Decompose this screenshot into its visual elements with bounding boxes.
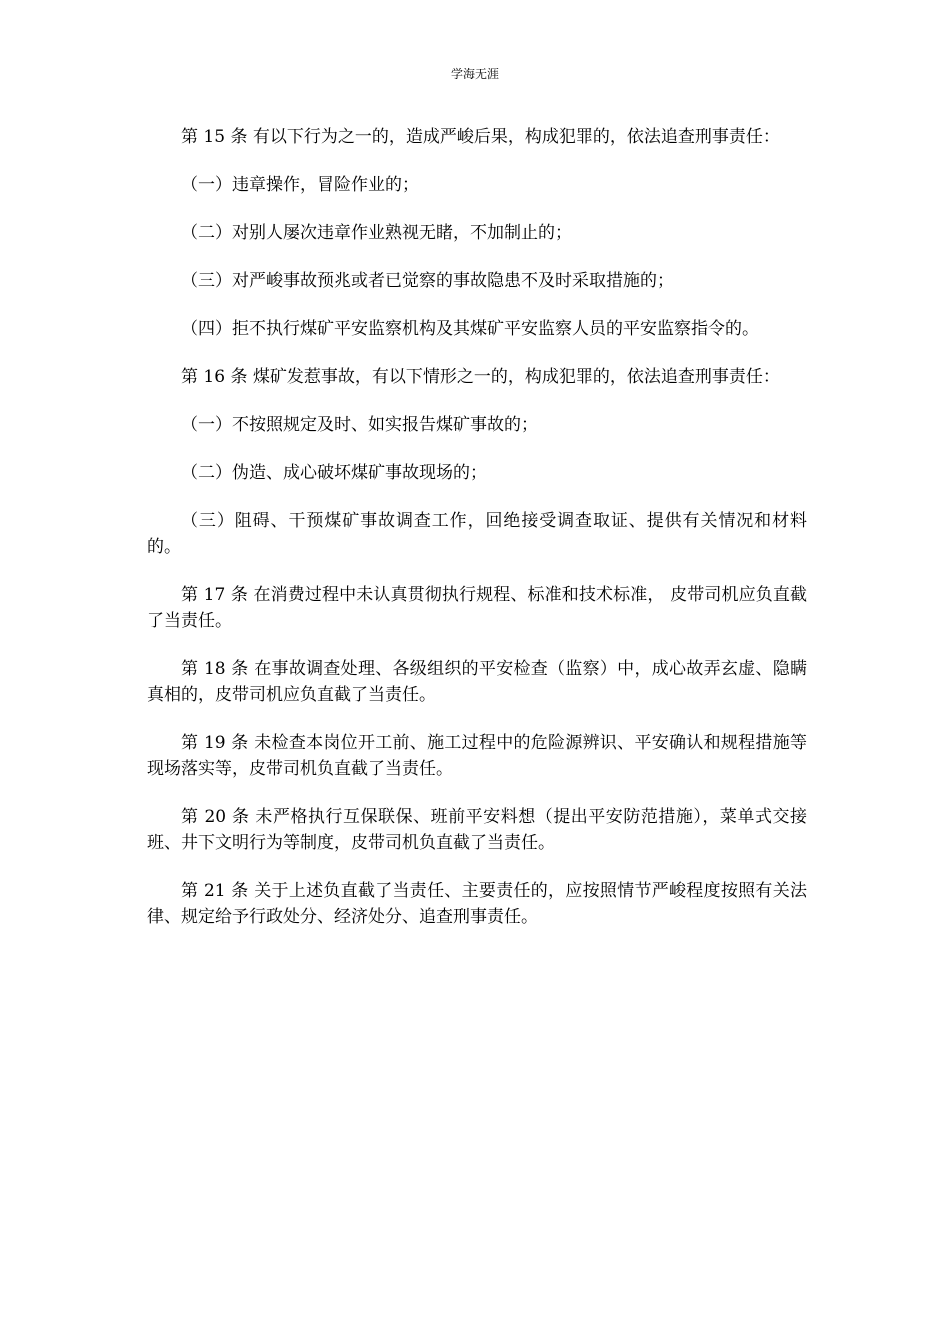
article-19: 第 19 条 未检查本岗位开工前、施工过程中的危险源辨识、平安确认和规程措施等现场落实等，皮带司机负直截了当责任。	[147, 733, 807, 779]
article-15: 第 15 条 有以下行为之一的，造成严峻后果，构成犯罪的，依法追查刑事责任：	[181, 127, 780, 147]
article-21: 第 21 条 关于上述负直截了当责任、主要责任的，应按照情节严峻程度按照有关法律、规定给予行政处分、经济处分、追查刑事责任。	[147, 881, 807, 927]
article-16: 第 16 条 煤矿发惹事故，有以下情形之一的，构成犯罪的，依法追查刑事责任：	[181, 367, 780, 387]
document-body	[147, 124, 807, 952]
article-15-item-2: （二）对别人屡次违章作业熟视无睹，不加制止的；	[181, 223, 572, 243]
article-18: 第 18 条 在事故调查处理、各级组织的平安检查（监察）中，成心故弄玄虚、隐瞒真相的，皮带司机应负直截了当责任。	[147, 659, 807, 705]
article-20: 第 20 条 未严格执行互保联保、班前平安料想（提出平安防范措施），菜单式交接班、井下文明行为等制度，皮带司机负直截了当责任。	[147, 807, 807, 853]
page-header: 学海无涯	[450, 67, 499, 81]
article-16-item-2: （二）伪造、成心破坏煤矿事故现场的；	[181, 463, 487, 483]
article-15-item-1: （一）违章操作，冒险作业的；	[181, 175, 419, 195]
article-17: 第 17 条 在消费过程中未认真贯彻执行规程、标准和技术标准， 皮带司机应负直截了当责任。	[147, 585, 807, 631]
article-15-item-3: （三）对严峻事故预兆或者已觉察的事故隐患不及时采取措施的；	[181, 271, 674, 291]
article-15-item-4: （四）拒不执行煤矿平安监察机构及其煤矿平安监察人员的平安监察指令的。	[181, 319, 759, 339]
article-16-item-3: （三）阻碍、干预煤矿事故调查工作，回绝接受调查取证、提供有关情况和材料的。	[147, 511, 807, 557]
article-16-item-1: （一）不按照规定及时、如实报告煤矿事故的；	[181, 415, 538, 435]
